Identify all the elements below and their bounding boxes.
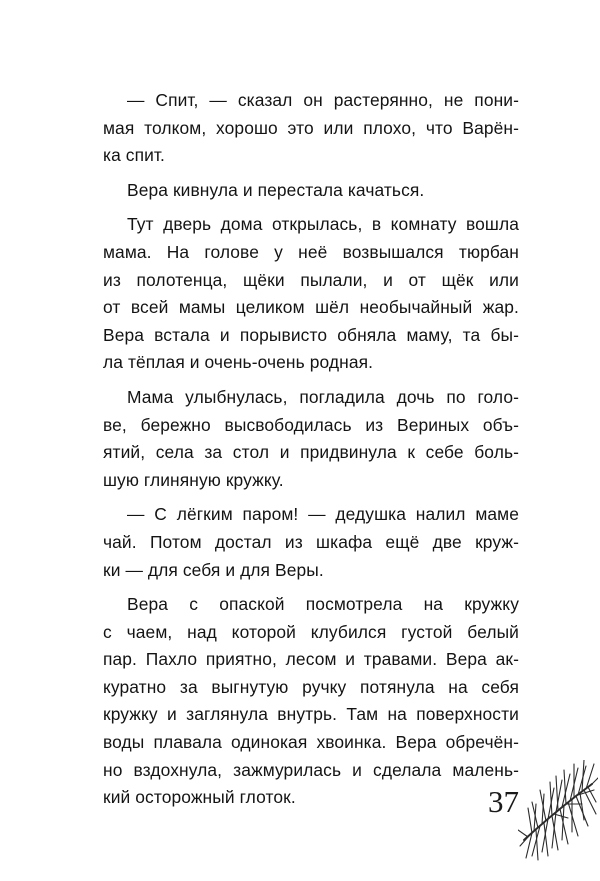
text-line: кружку и заглянула внутрь. Там на поверхности xyxy=(103,704,519,725)
text-line: куратно за выгнутую ручку потянула на себя xyxy=(103,676,519,697)
text-line: ятий, села за стол и придвинула к себе боль- xyxy=(103,442,519,463)
text-line: Тут дверь дома открылась, в комнату вошла xyxy=(127,214,519,235)
pine-branch-icon xyxy=(518,760,598,864)
text-line: мая толком, хорошо это или плохо, что Варён- xyxy=(103,117,519,138)
page-number: 37 xyxy=(488,784,519,819)
text-line: пар. Пахло приятно, лесом и травами. Вера ак- xyxy=(103,649,519,670)
text-line: с чаем, над которой клубился густой белый xyxy=(103,621,519,642)
text-line: Мама улыбнулась, погладила дочь по голо- xyxy=(127,386,519,407)
body-text xyxy=(103,87,519,812)
text-line: мама. На голове у неё возвышался тюрбан xyxy=(103,241,519,262)
text-line: Вера встала и порывисто обняла маму, та бы- xyxy=(103,324,519,345)
text-line: ве, бережно высвободилась из Вериных объ- xyxy=(103,414,519,435)
text-line: ка спит. xyxy=(103,145,165,166)
text-line: шую глиняную кружку. xyxy=(103,469,284,490)
text-line: — Спит, — сказал он растерянно, не пони- xyxy=(127,90,519,110)
text-line: — С лёгким паром! — дедушка налил маме xyxy=(127,504,519,525)
text-line: Вера кивнула и перестала качаться. xyxy=(127,179,425,200)
text-line: но вздохнула, зажмурилась и сделала малень- xyxy=(103,759,519,780)
text-line: ла тёплая и очень-очень родная. xyxy=(103,352,374,373)
text-line: Вера с опаской посмотрела на кружку xyxy=(127,594,519,615)
text-line: кий осторожный глоток. xyxy=(103,787,296,808)
text-line: из полотенца, щёки пылали, и от щёк или xyxy=(103,269,519,290)
text-line: ки — для себя и для Веры. xyxy=(103,559,324,580)
text-line: чай. Потом достал из шкафа ещё две круж- xyxy=(103,531,519,552)
text-line: от всей мамы целиком шёл необычайный жар. xyxy=(103,297,519,318)
text-line: воды плавала одинокая хвоинка. Вера обречён- xyxy=(103,732,519,753)
